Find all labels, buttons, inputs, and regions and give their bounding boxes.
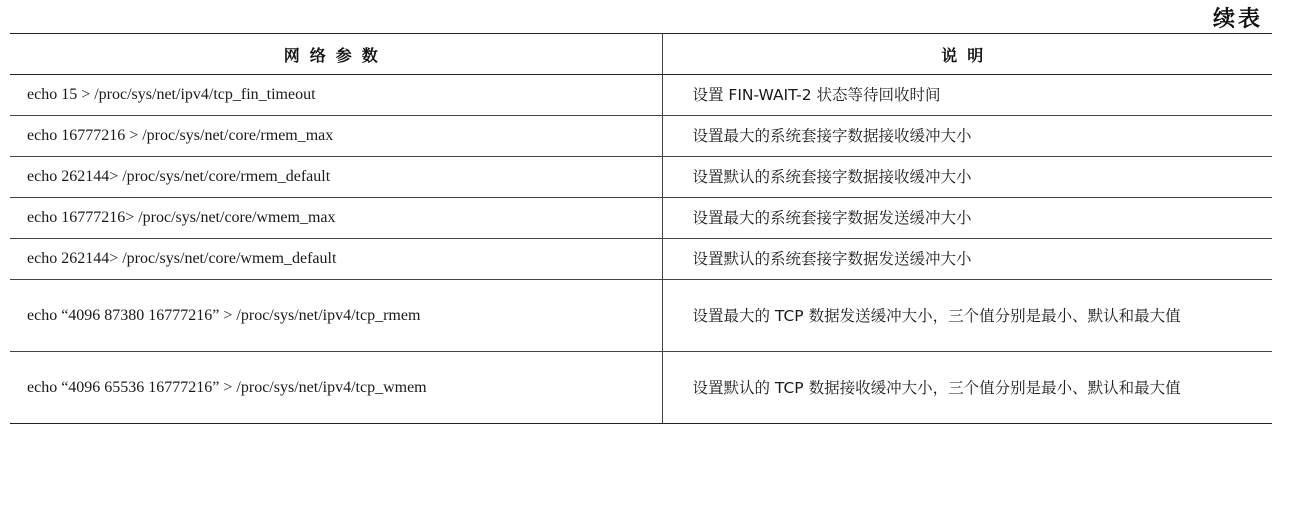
param-cell: echo 16777216> /proc/sys/net/core/wmem_max (10, 198, 662, 239)
param-cell: echo 15 > /proc/sys/net/ipv4/tcp_fin_timeout (10, 75, 662, 116)
desc-text: 设置默认的 TCP 数据接收缓冲大小，三个值分别是最小、默认和最大值 (692, 378, 1181, 397)
desc-cell: 设置默认的系统套接字数据接收缓冲大小 (662, 157, 1272, 198)
desc-cell: 设置最大的系统套接字数据接收缓冲大小 (662, 116, 1272, 157)
table-row (10, 239, 1272, 280)
desc-cell (662, 352, 1272, 424)
desc-cell: 设置 FIN-WAIT-2 状态等待回收时间 (662, 75, 1272, 116)
table-row (10, 75, 1272, 116)
param-cell: echo “4096 65536 16777216” > /proc/sys/net/ipv4/tcp_wmem (10, 352, 662, 424)
table-row (10, 280, 1272, 352)
table-row (10, 198, 1272, 239)
desc-cell: 设置默认的系统套接字数据发送缓冲大小 (662, 239, 1272, 280)
param-cell: echo 262144> /proc/sys/net/core/wmem_default (10, 239, 662, 280)
table-row (10, 116, 1272, 157)
table-header-row (10, 34, 1272, 75)
desc-cell (662, 280, 1272, 352)
table-row (10, 157, 1272, 198)
network-params-table (10, 33, 1272, 424)
header-description: 说明 (662, 34, 1272, 75)
param-cell: echo “4096 87380 16777216” > /proc/sys/net/ipv4/tcp_rmem (10, 280, 662, 352)
desc-text: 设置最大的 TCP 数据发送缓冲大小，三个值分别是最小、默认和最大值 (692, 306, 1181, 325)
param-cell: echo 16777216 > /proc/sys/net/core/rmem_max (10, 116, 662, 157)
table-caption: 续表 (1212, 7, 1263, 32)
header-network-params: 网络参数 (10, 34, 662, 75)
desc-cell: 设置最大的系统套接字数据发送缓冲大小 (662, 198, 1272, 239)
param-cell: echo 262144> /proc/sys/net/core/rmem_default (10, 157, 662, 198)
table-row (10, 352, 1272, 424)
